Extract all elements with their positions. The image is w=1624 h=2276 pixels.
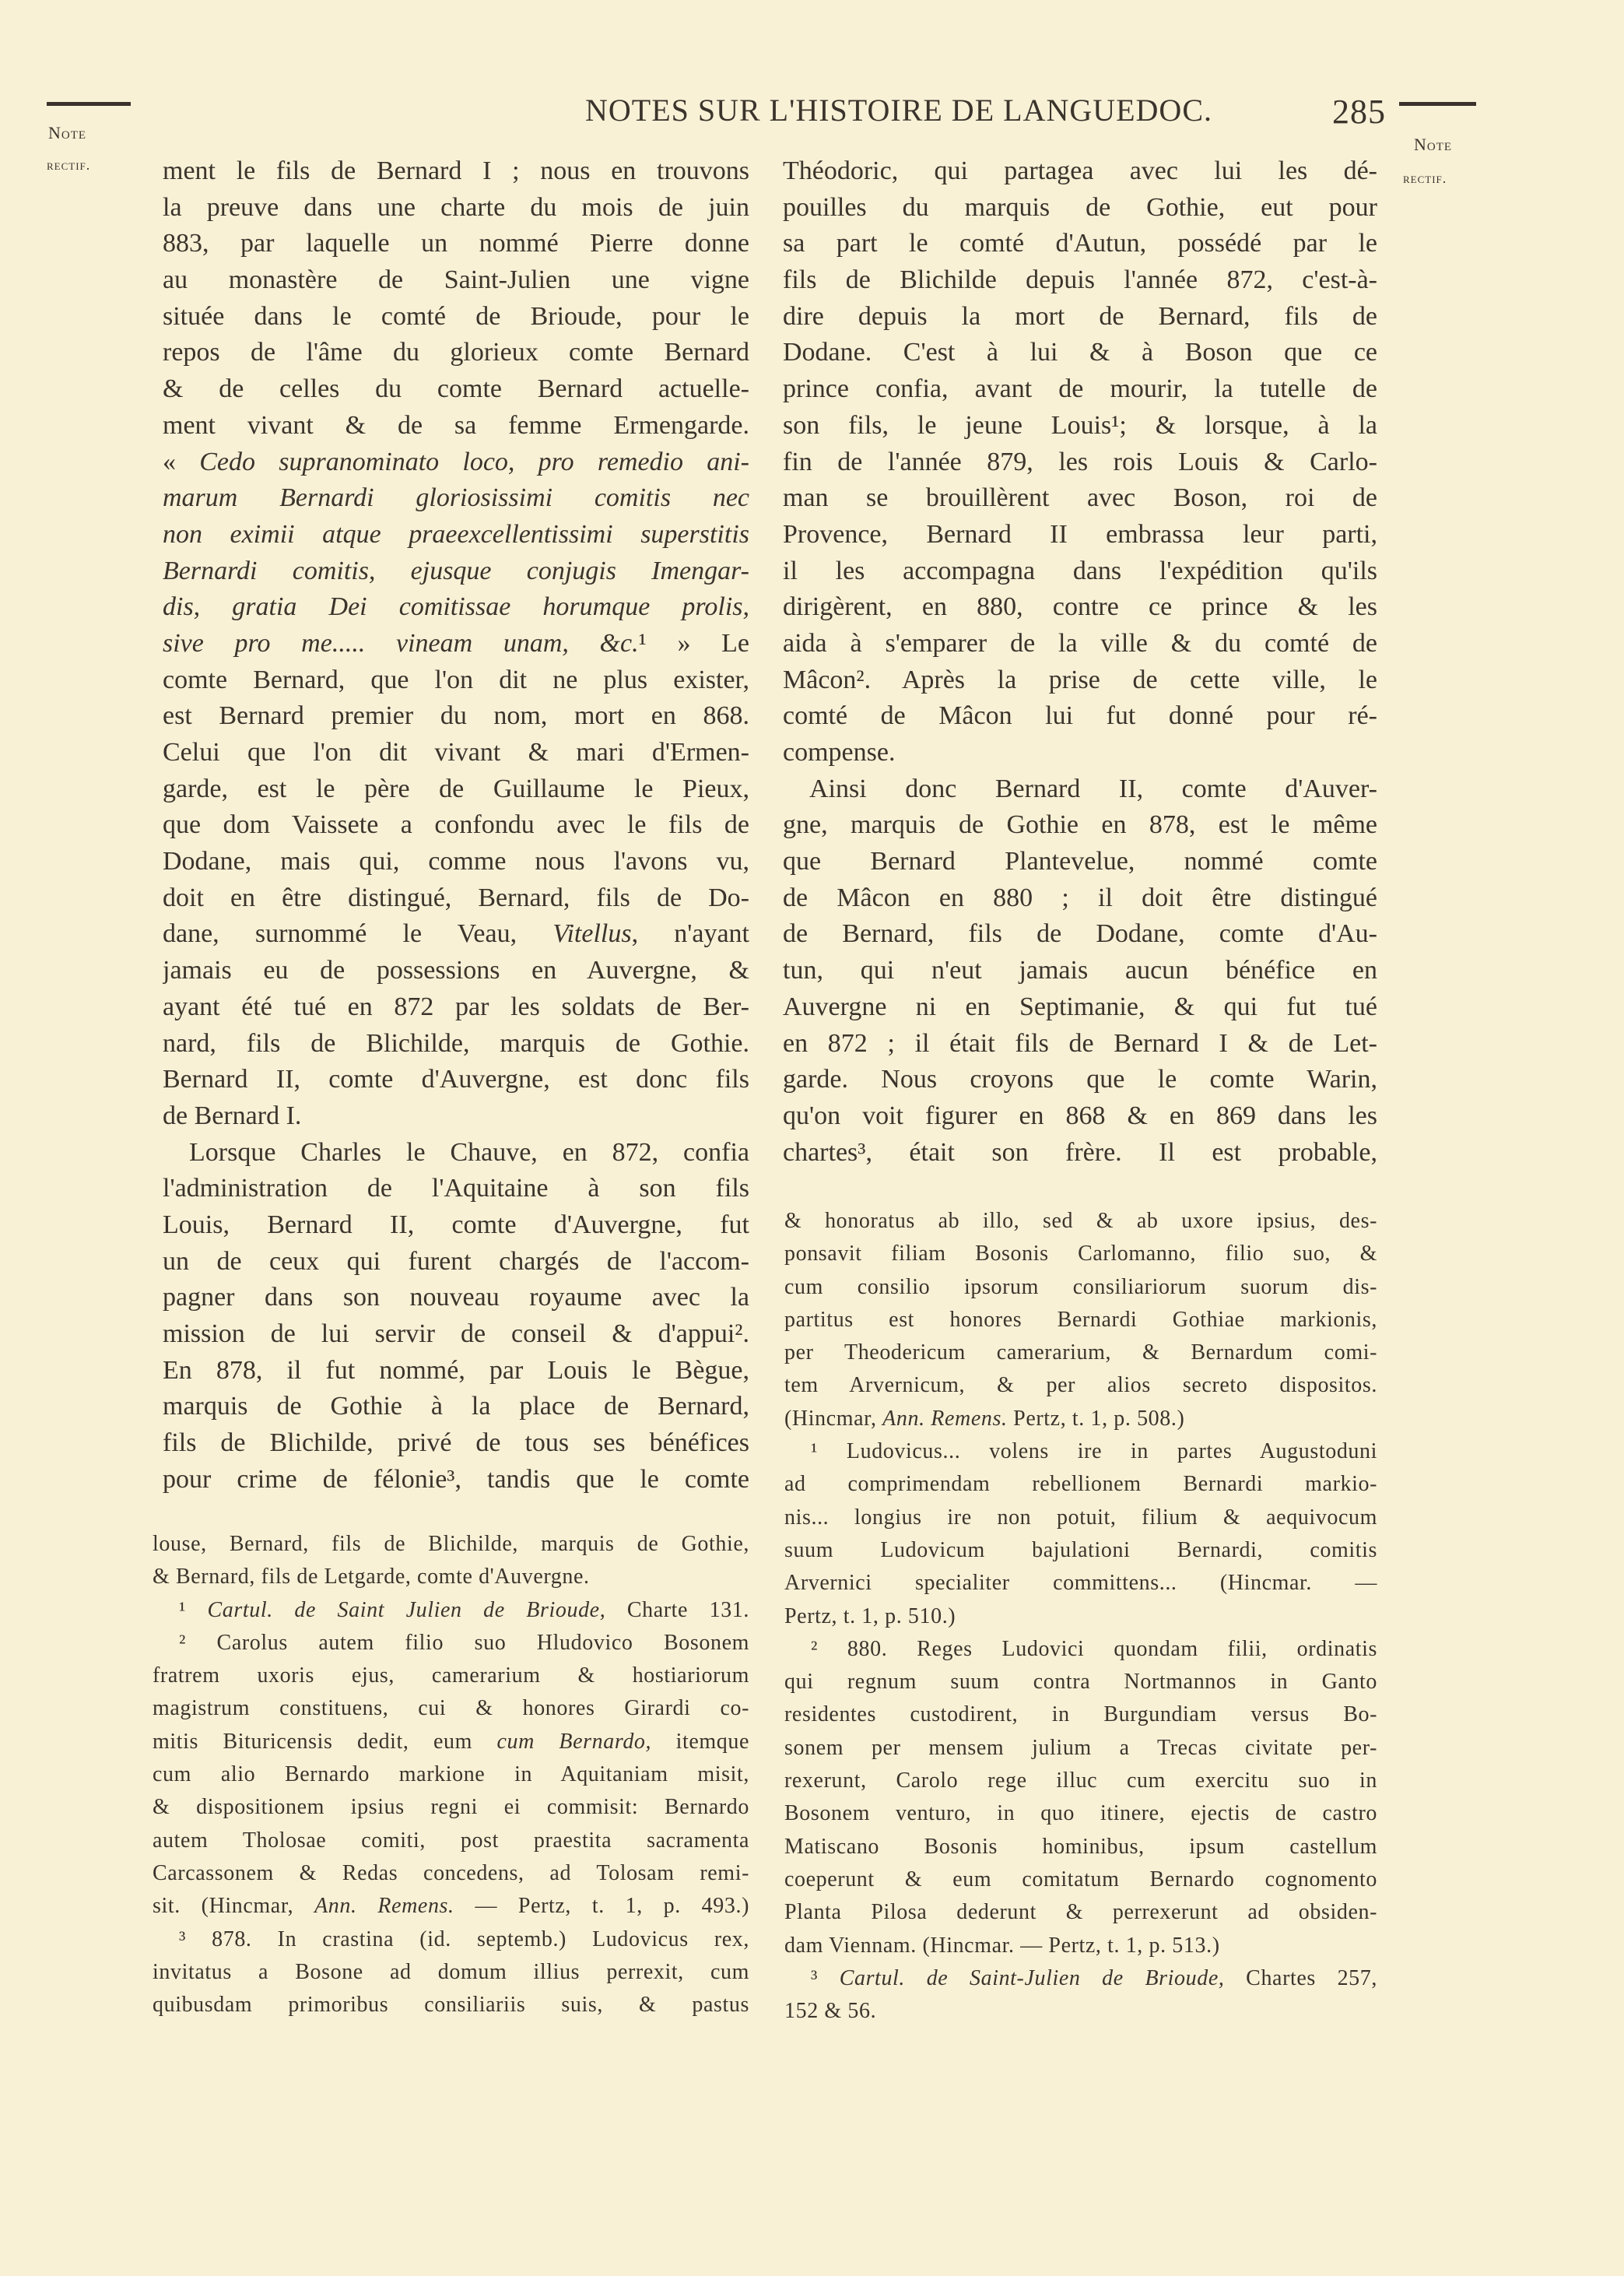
text-line: que Bernard Plantevelue, nommé comte <box>783 847 1377 876</box>
text-line: garde. Nous croyons que le comte Warin, <box>783 1065 1377 1094</box>
text-line: man se brouillèrent avec Boson, roi de <box>783 483 1377 513</box>
text-line: rexerunt, Carolo rege illuc cum exercitu suo in <box>784 1768 1377 1793</box>
text-run: Pertz, t. 1, p. 508.) <box>1007 1406 1185 1431</box>
text-line: l'administration de l'Aquitaine à son fils <box>163 1174 749 1203</box>
text-line: marquis de Gothie à la place de Bernard, <box>163 1392 749 1421</box>
footnotes-right <box>784 1205 1377 2028</box>
text-line: pouilles du marquis de Gothie, eut pour <box>783 192 1377 222</box>
text-line: garde, est le père de Guillaume le Pieux, <box>163 774 749 803</box>
text-run: Chartes 257, <box>1224 1965 1377 1990</box>
text-line <box>153 1726 749 1758</box>
text-line: Bosonem venturo, in quo itinere, ejectis de castro <box>784 1801 1377 1826</box>
text-line: Celui que l'on dit vivant & mari d'Ermen- <box>163 738 749 767</box>
text-line: Arvernici specialiter committens... (Hincmar. — <box>784 1571 1377 1596</box>
text-line: per Theodericum camerarium, & Bernardum comi- <box>784 1340 1377 1365</box>
text-line <box>784 1995 1377 2028</box>
text-run: « <box>163 447 200 476</box>
text-line: Dodane, mais qui, comme nous l'avons vu, <box>163 847 749 876</box>
text-run: (Hincmar, <box>784 1406 883 1431</box>
text-line: qui regnum suum contra Nortmannos in Ganto <box>784 1670 1377 1695</box>
text-line: située dans le comté de Brioude, pour le <box>163 301 749 331</box>
text-line: son fils, le jeune Louis¹; & lorsque, à la <box>783 410 1377 440</box>
text-line <box>784 1930 1377 1962</box>
text-line: En 878, il fut nommé, par Louis le Bègue, <box>163 1355 749 1385</box>
text-line: invitatus a Bosone ad domum illius perrexit, cum <box>153 1959 749 1984</box>
text-run: ³ 878. In crastina (id. septemb.) Ludovicus rex, <box>179 1927 749 1951</box>
text-line <box>163 1135 749 1171</box>
text-line <box>163 589 749 626</box>
text-line: coeperunt & eum comitatum Bernardo cognomento <box>784 1867 1377 1891</box>
text-run: dam Viennam. (Hincmar. — Pertz, t. 1, p. 513.) <box>784 1933 1220 1958</box>
text-line: suum Ludovicum bajulationi Bernardi, comitis <box>784 1537 1377 1562</box>
text-line: cum alio Bernardo markione in Aquitaniam misit, <box>153 1762 749 1787</box>
italic-text: Ann. Remens. <box>314 1894 454 1919</box>
text-line: repos de l'âme du glorieux comte Bernard <box>163 338 749 367</box>
italic-text: non eximii atque praeexcellentissimi superstitis <box>163 519 749 549</box>
text-line <box>153 1561 749 1593</box>
text-line: ment vivant & de sa femme Ermengarde. <box>163 410 749 440</box>
text-line: pagner dans son nouveau royaume avec la <box>163 1283 749 1312</box>
margin-note-left-rectif: rectif. <box>47 157 91 173</box>
text-line: Théodoric, qui partagea avec lui les dé- <box>783 156 1377 185</box>
text-run: ¹ » Le <box>638 628 749 658</box>
body-column-right <box>783 153 1377 1171</box>
margin-note-right-rectif: rectif. <box>1403 170 1447 186</box>
text-line: de Mâcon en 880 ; il doit être distingué <box>783 883 1377 912</box>
italic-text: cum Bernardo, <box>496 1729 652 1754</box>
text-line: ayant été tué en 872 par les soldats de Ber- <box>163 992 749 1021</box>
text-line: comté de Mâcon lui fut donné pour ré- <box>783 701 1377 731</box>
text-line: est Bernard premier du nom, mort en 868. <box>163 701 749 731</box>
text-line: residentes custodirent, in Burgundiam versus Bo- <box>784 1702 1377 1727</box>
text-run: 152 & 56. <box>784 1999 877 2024</box>
body-column-left <box>163 153 749 1498</box>
text-line: sonem per mensem julium a Trecas civitate per- <box>784 1735 1377 1760</box>
text-line <box>784 1600 1377 1633</box>
text-line: louse, Bernard, fils de Blichilde, marquis de Gothie, <box>153 1532 749 1556</box>
text-line: dirigèrent, en 880, contre ce prince & les <box>783 592 1377 622</box>
text-line: magistrum constituens, cui & honores Girardi co- <box>153 1696 749 1721</box>
text-run: Lorsque Charles le Chauve, en 872, confia <box>189 1137 749 1167</box>
text-line: qu'on voit figurer en 868 & en 869 dans les <box>783 1101 1377 1130</box>
text-run: ³ <box>811 1965 840 1990</box>
text-line <box>163 626 749 662</box>
text-line: dire depuis la mort de Bernard, fils de <box>783 301 1377 331</box>
text-line: doit en être distingué, Bernard, fils de Do- <box>163 883 749 912</box>
text-line <box>784 1403 1377 1435</box>
text-line <box>163 1098 749 1135</box>
text-line: Planta Pilosa dederunt & perrexerunt ad obsiden- <box>784 1900 1377 1925</box>
text-line: sa part le comté d'Autun, possédé par le <box>783 229 1377 258</box>
text-run: Pertz, t. 1, p. 510.) <box>784 1603 956 1628</box>
text-line <box>163 444 749 481</box>
text-line <box>163 480 749 517</box>
text-line: Auvergne ni en Septimanie, & qui fut tué <box>783 992 1377 1021</box>
text-run: — Pertz, t. 1, p. 493.) <box>454 1894 749 1919</box>
text-run: ¹ <box>179 1597 208 1622</box>
page-number: 285 <box>1332 93 1386 131</box>
text-run: & Bernard, fils de Letgarde, comte d'Auvergne. <box>153 1565 590 1589</box>
text-line: Bernard II, comte d'Auvergne, est donc fils <box>163 1065 749 1094</box>
text-line <box>153 1923 749 1956</box>
text-run: compense. <box>783 738 896 767</box>
text-line: gne, marquis de Gothie en 878, est le même <box>783 810 1377 840</box>
text-line: Mâcon². Après la prise de cette ville, le <box>783 665 1377 694</box>
text-line: & dispositionem ipsius regni ei commisit: Bernardo <box>153 1795 749 1820</box>
text-line: prince confia, avant de mourir, la tutelle de <box>783 374 1377 404</box>
text-line: que dom Vaissete a confondu avec le fils de <box>163 810 749 840</box>
text-run: de Bernard I. <box>163 1101 302 1130</box>
margin-note-left-note: Note <box>48 123 87 142</box>
italic-text: Bernardi comitis, ejusque conjugis Imengar- <box>163 556 749 585</box>
text-line <box>153 1627 749 1660</box>
text-line <box>784 1435 1377 1468</box>
text-line: autem Tholosae comiti, post praestita sacramenta <box>153 1828 749 1853</box>
text-run: ² Carolus autem filio suo Hludovico Bosonem <box>179 1630 749 1655</box>
text-line <box>153 1594 749 1627</box>
text-line: en 872 ; il était fils de Bernard I & de Let- <box>783 1028 1377 1058</box>
margin-note-right-note: Note <box>1414 135 1453 154</box>
text-run: Ainsi donc Bernard II, comte d'Auver- <box>809 774 1377 803</box>
text-line: fils de Blichilde, privé de tous ses bénéfices <box>163 1428 749 1458</box>
text-line: pour crime de félonie³, tandis que le comte <box>163 1464 749 1494</box>
text-run: mitis Bituricensis dedit, eum <box>153 1729 497 1754</box>
text-line: fratrem uxoris ejus, camerarium & hostiariorum <box>153 1663 749 1688</box>
text-line: fin de l'année 879, les rois Louis & Carlo- <box>783 447 1377 476</box>
text-line: au monastère de Saint-Julien une vigne <box>163 265 749 295</box>
text-line <box>163 517 749 553</box>
text-line: Louis, Bernard II, comte d'Auvergne, fut <box>163 1210 749 1239</box>
text-line: ad comprimendam rebellionem Bernardi markio- <box>784 1472 1377 1497</box>
italic-text: Vitellus <box>552 919 632 949</box>
text-line: de Bernard, fils de Dodane, comte d'Au- <box>783 919 1377 949</box>
text-run: Charte 131. <box>605 1597 749 1622</box>
text-line: Carcassonem & Redas concedens, ad Tolosam remi- <box>153 1860 749 1885</box>
text-run: , n'ayant <box>631 919 749 949</box>
text-line: jamais eu de possessions en Auvergne, & <box>163 956 749 985</box>
text-line: tun, qui n'eut jamais aucun bénéfice en <box>783 956 1377 985</box>
italic-text: Ann. Remens. <box>882 1406 1008 1431</box>
text-run: dane, surnommé le Veau, <box>163 919 553 949</box>
text-run: ² 880. Reges Ludovici quondam filii, ordinatis <box>811 1636 1377 1661</box>
footnotes-left <box>153 1528 749 2021</box>
text-line: cum consilio ipsorum consiliariorum suorum dis- <box>784 1274 1377 1299</box>
text-line: tem Arvernicum, & per alios secreto dispositos. <box>784 1373 1377 1398</box>
text-line <box>784 1962 1377 1995</box>
text-line: Matiscano Bosonis hominibus, ipsum castellum <box>784 1834 1377 1859</box>
text-line: mission de lui servir de conseil & d'appui². <box>163 1319 749 1348</box>
italic-text: marum Bernardi gloriosissimi comitis nec <box>163 483 749 513</box>
italic-text: dis, gratia Dei comitissae horumque prolis, <box>163 592 749 622</box>
text-line <box>784 1633 1377 1666</box>
text-line: nis... longius ire non potuit, filium & aequivocum <box>784 1505 1377 1530</box>
text-line: la preuve dans une charte du mois de juin <box>163 192 749 222</box>
italic-text: Cedo supranominato loco, pro remedio ani- <box>199 447 749 476</box>
text-line: fils de Blichilde depuis l'année 872, c'est-à- <box>783 265 1377 295</box>
text-line <box>163 916 749 953</box>
text-line: & honoratus ab illo, sed & ab uxore ipsius, des- <box>784 1209 1377 1233</box>
text-line: quibusdam primoribus consiliariis suis, & pastus <box>153 1993 749 2018</box>
text-line <box>783 735 1377 771</box>
text-line: ment le fils de Bernard I ; nous en trouvons <box>163 156 749 185</box>
text-line: comte Bernard, que l'on dit ne plus exister, <box>163 665 749 694</box>
text-line: Provence, Bernard II embrassa leur parti, <box>783 519 1377 549</box>
text-line: aida à s'emparer de la ville & du comté de <box>783 628 1377 658</box>
running-title: NOTES SUR L'HISTOIRE DE LANGUEDOC. <box>584 93 1212 128</box>
text-run: itemque <box>651 1729 749 1754</box>
text-line: ponsavit filiam Bosonis Carlomanno, filio suo, & <box>784 1242 1377 1266</box>
italic-text: Cartul. de Saint-Julien de Brioude, <box>839 1965 1225 1990</box>
text-line: nard, fils de Blichilde, marquis de Gothie. <box>163 1028 749 1058</box>
text-line: partitus est honores Bernardi Gothiae markionis, <box>784 1307 1377 1332</box>
text-line: il les accompagna dans l'expédition qu'ils <box>783 556 1377 585</box>
text-line: & de celles du comte Bernard actuelle- <box>163 374 749 404</box>
text-run: sit. (Hincmar, <box>153 1894 315 1919</box>
text-line <box>783 771 1377 808</box>
text-line <box>153 1890 749 1923</box>
text-line: chartes³, était son frère. Il est probable, <box>783 1137 1377 1167</box>
text-line: un de ceux qui furent chargés de l'accom- <box>163 1246 749 1276</box>
text-run: ¹ Ludovicus... volens ire in partes Augustoduni <box>811 1439 1377 1464</box>
text-line <box>163 553 749 590</box>
text-line: Dodane. C'est à lui & à Boson que ce <box>783 338 1377 367</box>
text-line: 883, par laquelle un nommé Pierre donne <box>163 229 749 258</box>
italic-text: Cartul. de Saint Julien de Brioude, <box>207 1597 606 1622</box>
italic-text: sive pro me..... vineam unam, &c. <box>163 628 639 658</box>
